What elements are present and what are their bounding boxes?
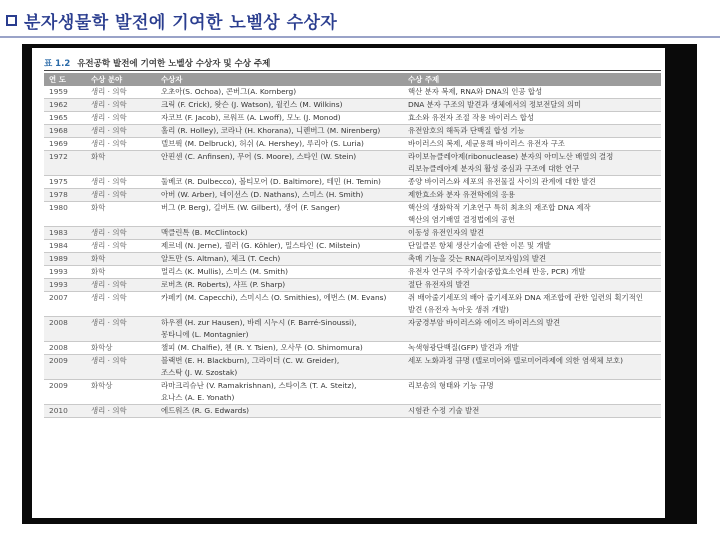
cell-laureates	[156, 240, 403, 253]
cell-year	[44, 99, 86, 112]
cell-topic	[403, 253, 661, 266]
table-row	[44, 227, 661, 240]
cell-field	[86, 86, 156, 99]
cell-year-line: 1972	[49, 152, 68, 161]
table-header-row	[44, 73, 661, 86]
cell-topic-line: 세포 노화과정 규명 (텔로미어와 텔로미어라제에 의한 염색체 보호)	[408, 356, 623, 365]
cell-field-line: 화학	[91, 254, 106, 263]
cell-year-line: 1989	[49, 254, 68, 263]
cell-field	[86, 202, 156, 227]
cell-year	[44, 189, 86, 202]
cell-topic	[403, 240, 661, 253]
cell-field-line: 생리 · 의학	[91, 318, 127, 327]
cell-field-line: 생리 · 의학	[91, 356, 127, 365]
table-caption-title: 유전공학 발전에 기여한 노벨상 수상자 및 수상 주제	[77, 59, 271, 69]
cell-laureates-line: 아버 (W. Arber), 네이선스 (D. Nathans), 스미스 (H. Smith)	[161, 190, 364, 199]
cell-field-line: 생리 · 의학	[91, 139, 127, 148]
cell-field	[86, 342, 156, 355]
cell-laureates	[156, 292, 403, 317]
cell-field-line: 화학상	[91, 343, 113, 352]
cell-field	[86, 176, 156, 189]
table-row	[44, 86, 661, 99]
cell-laureates-line: 알트만 (S. Altman), 체크 (T. Cech)	[161, 254, 281, 263]
cell-topic	[403, 151, 661, 176]
cell-field	[86, 151, 156, 176]
cell-year	[44, 112, 86, 125]
cell-topic	[403, 138, 661, 151]
cell-laureates-line: 에드워즈 (R. G. Edwards)	[161, 406, 250, 415]
cell-field-line: 생리 · 의학	[91, 406, 127, 415]
cell-laureates-line: 홀리 (R. Holley), 코라나 (H. Khorana), 니렌버그 (M. Nirenberg)	[161, 126, 381, 135]
cell-topic	[403, 189, 661, 202]
cell-laureates-line: 오초아(S. Ochoa), 콘버그(A. Kornberg)	[161, 87, 297, 96]
cell-topic-line: 효소와 유전자 조절 작용 바이러스 합성	[408, 113, 534, 122]
table-row	[44, 405, 661, 418]
cell-field	[86, 292, 156, 317]
cell-laureates	[156, 138, 403, 151]
slide-title-text: 분자생물학 발전에 기여한 노벨상 수상자	[24, 12, 338, 33]
cell-topic	[403, 176, 661, 189]
cell-laureates	[156, 99, 403, 112]
cell-year	[44, 279, 86, 292]
cell-laureates	[156, 279, 403, 292]
cell-field-line: 생리 · 의학	[91, 241, 127, 250]
cell-laureates	[156, 317, 403, 342]
cell-topic-line: 녹색형광단백질(GFP) 발견과 개발	[408, 343, 519, 352]
table-row	[44, 176, 661, 189]
cell-field-line: 화학	[91, 152, 106, 161]
table-row	[44, 380, 661, 405]
cell-field-line: 생리 · 의학	[91, 126, 127, 135]
cell-year	[44, 125, 86, 138]
table-row	[44, 189, 661, 202]
cell-laureates	[156, 380, 403, 405]
table-row	[44, 125, 661, 138]
cell-field-line: 생리 · 의학	[91, 87, 127, 96]
cell-topic-line: 핵산 분자 복제, RNA와 DNA의 인공 합성	[408, 87, 543, 96]
column-header-laureates: 수상자	[161, 75, 183, 84]
cell-year	[44, 355, 86, 380]
cell-topic	[403, 355, 661, 380]
cell-topic	[403, 266, 661, 279]
cell-year-line: 1959	[49, 87, 68, 96]
cell-laureates-line: 챌피 (M. Chalfie), 첸 (R. Y. Tsien), 오사무 (O. Shimomura)	[161, 343, 363, 352]
cell-year-line: 1993	[49, 267, 68, 276]
cell-field-line: 생리 · 의학	[91, 177, 127, 186]
cell-year	[44, 138, 86, 151]
table-row	[44, 253, 661, 266]
cell-field-line: 화학	[91, 203, 106, 212]
cell-laureates-line: 맥클린톡 (B. McClintock)	[161, 228, 248, 237]
cell-laureates	[156, 227, 403, 240]
cell-field	[86, 189, 156, 202]
cell-year-line: 1969	[49, 139, 68, 148]
cell-laureates-line: 카페키 (M. Capecchi), 스미시스 (O. Smithies), 에번스 (M. Evans)	[161, 293, 387, 302]
cell-field-line: 생리 · 의학	[91, 113, 127, 122]
cell-topic-line: 종양 바이러스와 세포의 유전물질 사이의 관계에 대한 발견	[408, 177, 596, 186]
cell-year	[44, 342, 86, 355]
cell-year	[44, 240, 86, 253]
slide-title	[6, 8, 337, 32]
cell-topic	[403, 279, 661, 292]
cell-field	[86, 405, 156, 418]
column-header-year: 연 도	[49, 75, 66, 84]
cell-laureates-line: 조스탁 (J. W. Szostak)	[161, 368, 238, 377]
cell-topic	[403, 86, 661, 99]
cell-topic-line: 라이보뉴클레아제(ribonuclease) 분자의 아미노산 배열의 결정	[408, 152, 614, 161]
table-row	[44, 202, 661, 227]
cell-topic	[403, 202, 661, 227]
cell-year-line: 2010	[49, 406, 68, 415]
table-row	[44, 292, 661, 317]
cell-year	[44, 86, 86, 99]
table-row	[44, 266, 661, 279]
cell-year	[44, 266, 86, 279]
cell-laureates-line: 버그 (P. Berg), 길버트 (W. Gilbert), 생어 (F. Sanger)	[161, 203, 341, 212]
cell-year	[44, 151, 86, 176]
table-caption-label: 표 1.2	[44, 59, 71, 69]
cell-field	[86, 253, 156, 266]
table-row	[44, 112, 661, 125]
cell-field	[86, 138, 156, 151]
cell-topic	[403, 380, 661, 405]
cell-field-line: 생리 · 의학	[91, 190, 127, 199]
cell-topic-line: 유전암호의 해독과 단백질 합성 기능	[408, 126, 525, 135]
cell-field-line: 생리 · 의학	[91, 293, 127, 302]
cell-topic-line: DNA 분자 구조의 발견과 생체에서의 정보전달의 의미	[408, 100, 582, 109]
cell-topic-line: 제한효소와 분자 유전학에의 응용	[408, 190, 516, 199]
cell-laureates	[156, 176, 403, 189]
title-divider	[0, 36, 720, 38]
cell-year-line: 1968	[49, 126, 68, 135]
table-row	[44, 279, 661, 292]
table-caption	[44, 57, 270, 69]
cell-field-line: 생리 · 의학	[91, 100, 127, 109]
cell-laureates-line: 제르네 (N. Jerne), 쾰러 (G. Köhler), 밀스타인 (C. Milstein)	[161, 241, 361, 250]
caption-rule	[44, 70, 661, 71]
cell-field-line: 생리 · 의학	[91, 280, 127, 289]
cell-year	[44, 202, 86, 227]
table-row	[44, 240, 661, 253]
table-row	[44, 99, 661, 112]
cell-topic	[403, 227, 661, 240]
cell-year-line: 1965	[49, 113, 68, 122]
cell-topic-line: 이동성 유전인자의 발견	[408, 228, 485, 237]
cell-field	[86, 380, 156, 405]
cell-topic-line: 쥐 배아줄기세포의 배아 줄기세포와 DNA 재조합에 관한 일련의 획기적인	[408, 293, 643, 302]
nobel-table	[44, 73, 661, 418]
cell-topic-line: 단일클론 항체 생산기술에 관한 이론 및 개발	[408, 241, 551, 250]
cell-laureates	[156, 189, 403, 202]
cell-topic-line: 촉매 기능을 갖는 RNA(라이보자임)의 발견	[408, 254, 546, 263]
cell-year	[44, 253, 86, 266]
cell-year-line: 2008	[49, 318, 68, 327]
cell-laureates	[156, 405, 403, 418]
cell-topic-line: 핵산의 생화학적 기초연구 특히 최초의 재조합 DNA 제작	[408, 203, 591, 212]
cell-topic-line: 핵산의 염기배열 결정법에의 공헌	[408, 215, 516, 224]
cell-year	[44, 292, 86, 317]
cell-field	[86, 112, 156, 125]
column-header-topic: 수상 주제	[408, 75, 440, 84]
cell-laureates	[156, 202, 403, 227]
cell-topic	[403, 99, 661, 112]
cell-laureates-line: 몽타니에 (L. Montagnier)	[161, 330, 249, 339]
cell-topic	[403, 405, 661, 418]
cell-laureates-line: 안핀센 (C. Anfinsen), 무어 (S. Moore), 스타인 (W. Stein)	[161, 152, 357, 161]
table-row	[44, 151, 661, 176]
cell-laureates-line: 멀리스 (K. Mullis), 스미스 (M. Smith)	[161, 267, 288, 276]
cell-laureates-line: 요나스 (A. E. Yonath)	[161, 393, 235, 402]
column-header-field: 수상 분야	[91, 75, 123, 84]
cell-laureates	[156, 266, 403, 279]
cell-topic-line: 시험관 수정 기술 발전	[408, 406, 480, 415]
cell-year-line: 1983	[49, 228, 68, 237]
cell-laureates	[156, 355, 403, 380]
checkbox-bullet-icon	[6, 15, 17, 26]
cell-topic-line: 바이러스의 복제, 세균용해 바이러스 유전자 구조	[408, 139, 565, 148]
cell-topic-line: 자궁경부암 바이러스와 에이즈 바이러스의 발견	[408, 318, 561, 327]
cell-topic	[403, 112, 661, 125]
cell-field	[86, 99, 156, 112]
cell-year	[44, 405, 86, 418]
cell-laureates-line: 크릭 (F. Crick), 왓슨 (J. Watson), 윌킨스 (M. Wilkins)	[161, 100, 343, 109]
cell-year	[44, 380, 86, 405]
cell-topic	[403, 317, 661, 342]
cell-laureates	[156, 112, 403, 125]
cell-topic-line: 발견 (유전자 녹아웃 생쥐 개발)	[408, 305, 509, 314]
cell-laureates	[156, 125, 403, 138]
cell-laureates-line: 로버츠 (R. Roberts), 샤프 (P. Sharp)	[161, 280, 286, 289]
cell-field-line: 화학상	[91, 381, 113, 390]
cell-field	[86, 240, 156, 253]
table-row	[44, 317, 661, 342]
cell-laureates	[156, 342, 403, 355]
cell-laureates	[156, 253, 403, 266]
cell-field	[86, 266, 156, 279]
cell-year	[44, 227, 86, 240]
cell-topic	[403, 342, 661, 355]
cell-field	[86, 355, 156, 380]
cell-topic-line: 유전자 연구의 주작기술(중합효소연쇄 반응, PCR) 개발	[408, 267, 586, 276]
cell-laureates-line: 둘베코 (R. Dulbecco), 볼티모어 (D. Baltimore), 테민 (H. Temin)	[161, 177, 381, 186]
cell-year-line: 1980	[49, 203, 68, 212]
cell-year-line: 1978	[49, 190, 68, 199]
cell-laureates-line: 자코브 (F. Jacob), 르워프 (A. Lwoff), 모노 (J. Monod)	[161, 113, 341, 122]
cell-field-line: 생리 · 의학	[91, 228, 127, 237]
cell-year-line: 2008	[49, 343, 68, 352]
table-row	[44, 342, 661, 355]
cell-year-line: 1984	[49, 241, 68, 250]
scanned-table-image	[32, 48, 665, 518]
cell-laureates-line: 델브뤽 (M. Delbruck), 허쉬 (A. Hershey), 루리아 (S. Luria)	[161, 139, 364, 148]
table-row	[44, 355, 661, 380]
cell-field	[86, 125, 156, 138]
cell-laureates	[156, 86, 403, 99]
cell-laureates	[156, 151, 403, 176]
table-body	[44, 86, 661, 418]
cell-year	[44, 176, 86, 189]
cell-topic	[403, 125, 661, 138]
cell-year-line: 1962	[49, 100, 68, 109]
cell-year-line: 1975	[49, 177, 68, 186]
cell-topic	[403, 292, 661, 317]
cell-laureates-line: 블랙번 (E. H. Blackburn), 그라이더 (C. W. Greider),	[161, 356, 340, 365]
cell-laureates-line: 하우젠 (H. zur Hausen), 바레 시누시 (F. Barré-Sinoussi),	[161, 318, 357, 327]
table-row	[44, 138, 661, 151]
cell-topic-line: 리보솜의 형태와 기능 규명	[408, 381, 494, 390]
cell-field	[86, 279, 156, 292]
cell-year-line: 1993	[49, 280, 68, 289]
cell-year-line: 2009	[49, 356, 68, 365]
cell-topic-line: 리보뉴클레아제 분자의 활성 중심과 구조에 대한 연구	[408, 164, 580, 173]
cell-field	[86, 227, 156, 240]
cell-field	[86, 317, 156, 342]
cell-year	[44, 317, 86, 342]
cell-laureates-line: 라마크리슈난 (V. Ramakrishnan), 스타이츠 (T. A. Steitz),	[161, 381, 357, 390]
cell-field-line: 화학	[91, 267, 106, 276]
cell-year-line: 2007	[49, 293, 68, 302]
cell-topic-line: 절단 유전자의 발견	[408, 280, 470, 289]
cell-year-line: 2009	[49, 381, 68, 390]
